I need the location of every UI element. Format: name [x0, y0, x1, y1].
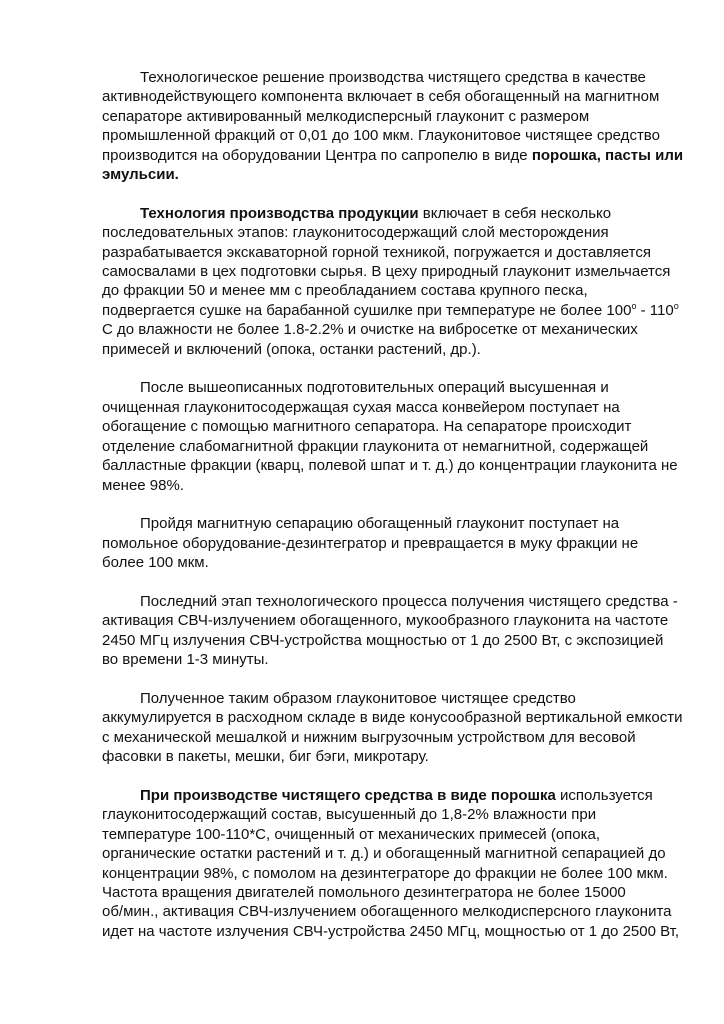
- text-run: отделение слабомагнитной фракции глауконита от немагнитной, содержащей: [102, 437, 649, 455]
- text-run: Последний этап технологического процесса получения чистящего средства -: [140, 592, 678, 610]
- text-run: Частота вращения двигателей помольного дезинтегратора не более 15000: [102, 883, 626, 901]
- bold-text-run: При производстве чистящего средства в виде порошка: [140, 786, 556, 804]
- text-run: до фракции 50 и менее мм с преобладанием состава крупного песка,: [102, 282, 588, 300]
- text-line: [102, 165, 674, 184]
- text-run: об/мин., активация СВЧ-излучением обогащенного мелкодисперсного глауконита: [102, 903, 672, 921]
- text-run: Технологическое решение производства чистящего средства в качестве: [140, 69, 646, 86]
- text-line: [102, 417, 674, 436]
- text-line: [102, 146, 684, 165]
- text-line: [102, 437, 674, 456]
- text-line: [102, 456, 678, 475]
- text-line: [102, 476, 674, 495]
- text-run: помольное оборудование-дезинтегратор и превращается в муку фракции не: [102, 534, 639, 552]
- text-line: [102, 87, 674, 106]
- text-line: [102, 340, 674, 359]
- text-run: концентрации 98%, с помолом на дезинтеграторе до фракции не более 100 мкм.: [102, 864, 668, 882]
- text-run: органические остатки растений и т. д.) и обогащенный магнитной сепарацией до: [102, 845, 666, 863]
- text-line: [102, 747, 674, 766]
- text-line: [102, 204, 674, 223]
- text-run: во времени 1-3 минуты.: [102, 651, 269, 669]
- text-run: идет на частоте излучения СВЧ-устройства 2450 МГц, мощностью от 1 до 2500 Вт,: [102, 922, 679, 940]
- text-run: более 100 мкм.: [102, 554, 209, 572]
- text-run: промышленной фракций от 0,01 до 100 мкм. Глауконитовое чистящее средство: [102, 127, 660, 145]
- text-run: - 110: [636, 301, 674, 319]
- text-line: [102, 825, 674, 844]
- text-line: [102, 107, 674, 126]
- text-line: [102, 728, 674, 747]
- text-line: [102, 902, 674, 921]
- text-run: очищенная глауконитосодержащая сухая масса конвейером поступает на: [102, 398, 620, 416]
- bold-text-run: Технология производства продукции: [140, 204, 419, 222]
- text-line: [102, 68, 674, 87]
- text-line: [102, 708, 683, 727]
- text-run: температуре 100-110*С, очищенный от механических примесей (опока,: [102, 825, 601, 843]
- text-line: [102, 631, 674, 650]
- text-line: [102, 223, 674, 242]
- text-run: используется: [555, 786, 653, 804]
- text-line: [102, 883, 674, 902]
- text-line: [102, 922, 679, 941]
- text-run: балластные фракции (кварц, полевой шпат и т. д.) до концентрации глауконита не: [102, 457, 678, 475]
- bold-text-run: эмульсии.: [102, 166, 179, 184]
- degree-superscript: o: [673, 300, 679, 311]
- text-line: [102, 689, 674, 708]
- text-line: [102, 534, 674, 553]
- paragraph-4: [102, 514, 674, 572]
- text-run: менее 98%.: [102, 476, 184, 494]
- paragraph-7: [102, 786, 679, 941]
- text-line: [102, 378, 674, 397]
- text-run: глауконитосодержащий состав, высушенный до 1,8-2% влажности при: [102, 806, 597, 824]
- text-run: с механической мешалкой и нижним выгрузочным устройством для весовой: [102, 728, 636, 746]
- text-run: активнодействующего компонента включает в себя обогащенный на магнитном: [102, 88, 660, 106]
- text-line: [102, 514, 674, 533]
- text-line: [102, 650, 674, 669]
- paragraph-1: [102, 68, 684, 184]
- text-line: [102, 592, 678, 611]
- text-line: [102, 553, 674, 572]
- paragraph-5: [102, 592, 678, 670]
- text-line: [102, 320, 674, 339]
- text-run: самосвалами в цех подготовки сырья. В цеху природный глауконит измельчается: [102, 263, 671, 281]
- text-line: [102, 864, 674, 883]
- text-line: [102, 786, 674, 805]
- text-line: [102, 398, 674, 417]
- text-line: [102, 126, 674, 145]
- paragraph-6: [102, 689, 683, 767]
- text-run: После вышеописанных подготовительных операций высушенная и: [140, 379, 609, 397]
- text-line: [102, 611, 674, 630]
- text-run: подвергается сушке на барабанной сушилке при температуре не более 100: [102, 301, 632, 319]
- text-run: 2450 МГц излучения СВЧ-устройства мощностью от 1 до 2500 Вт, с экспозицией: [102, 631, 664, 649]
- text-line: [102, 300, 679, 320]
- text-run: фасовки в пакеты, мешки, биг бэги, микротару.: [102, 748, 429, 766]
- text-run: примесей и включений (опока, останки растений, др.).: [102, 340, 481, 358]
- text-run: активация СВЧ-излучением обогащенного, мукообразного глауконита на частоте: [102, 612, 669, 630]
- text-run: обогащение с помощью магнитного сепаратора. На сепараторе происходит: [102, 418, 632, 436]
- text-run: включает в себя несколько: [418, 204, 612, 222]
- text-run: разрабатывается экскаваторной горной техникой, погружается и доставляется: [102, 243, 651, 261]
- text-run: последовательных этапов: глауконитосодержащий слой месторождения: [102, 224, 609, 242]
- text-run: сепараторе активированный мелкодисперсный глауконит с размером: [102, 107, 590, 125]
- text-run: Пройдя магнитную сепарацию обогащенный глауконит поступает на: [140, 515, 620, 533]
- bold-text-run: порошка, пасты или: [531, 146, 684, 164]
- text-line: [102, 281, 674, 300]
- degree-superscript: o: [631, 300, 637, 311]
- text-run: аккумулируется в расходном складе в виде конусообразной вертикальной емкости: [102, 709, 683, 727]
- text-line: [102, 805, 674, 824]
- text-line: [102, 262, 674, 281]
- paragraph-3: [102, 378, 678, 494]
- document-body: [102, 68, 684, 961]
- text-line: [102, 844, 674, 863]
- text-run: производится на оборудовании Центра по сапропелю в виде: [102, 146, 532, 164]
- text-line: [102, 243, 674, 262]
- paragraph-2: [102, 204, 679, 359]
- text-run: С до влажности не более 1.8-2.2% и очистке на вибросетке от механических: [102, 321, 638, 339]
- text-run: Полученное таким образом глауконитовое чистящее средство: [140, 689, 576, 707]
